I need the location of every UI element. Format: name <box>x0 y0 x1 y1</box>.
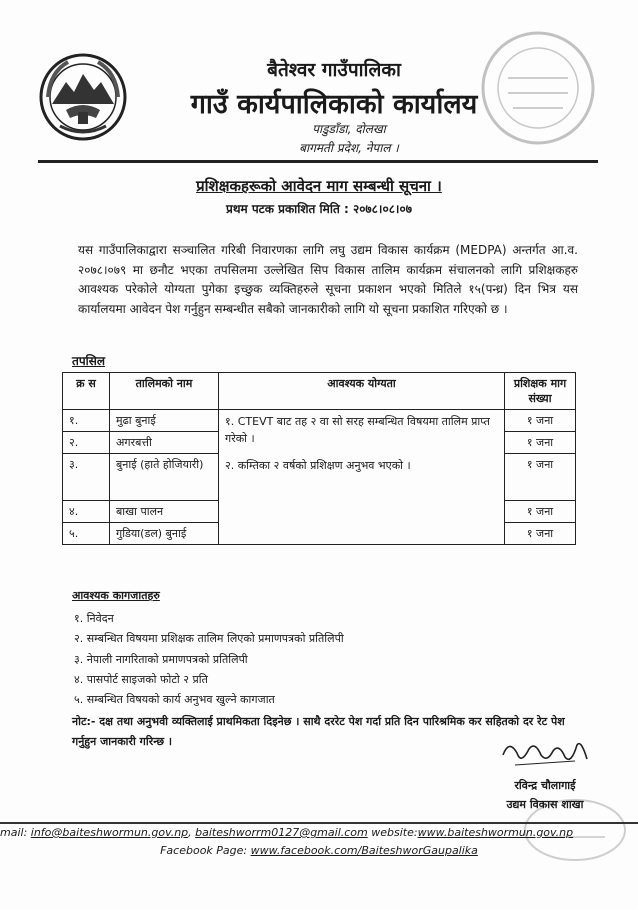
cell-count: १ जना <box>505 501 576 523</box>
cell-sn: ४. <box>63 501 110 523</box>
document-item: २. सम्बन्धित विषयमा प्रशिक्षक तालिम लिएको प्रमाणपत्रको प्रतिलिपी <box>74 632 344 645</box>
table-header-row <box>63 373 576 410</box>
footer-contacts <box>0 826 638 839</box>
office-address: पाडुडाँडा, दोलखा <box>312 122 386 136</box>
document-item: ४. पासपोर्ट साइजको फोटो २ प्रति <box>74 673 208 686</box>
notice-body: यस गाउँपालिकाद्वारा सञ्चालित गरिबी निवारणका लागि लघु उद्यम विकास कार्यक्रम (MEDPA) अन्तर्गत आ.व. २०७८।०७९ मा छनौट भएका तपसिलमा उल्लेखित सिप विकास तालिम कार्यक्रम संचालनको लागि प्रशिक्षकहरु आवश्यक परेकोले योग्यता पुगेका इच्छुक व्यक्तिहरुले सूचना प्रकाशन भएको मितिले १५(पन्ध्र) दिन भित्र यस कार्यालयमा आवेदन पेश गर्नुहुन सम्बन्धीत सबैको जानकारीको लागि यो सूचना प्रकाशित गरिएको छ । <box>78 243 578 316</box>
cell-training: मुढा बुनाई <box>110 410 219 432</box>
header-divider <box>38 160 598 163</box>
footer-facebook <box>0 844 638 857</box>
col-header-count: प्रशिक्षक माग संख्या <box>505 373 576 410</box>
cell-count: १ जना <box>505 454 576 501</box>
col-header-training: तालिमको नाम <box>110 373 219 410</box>
col-header-sn: क्र स <box>63 373 110 410</box>
cell-count: १ जना <box>505 410 576 432</box>
facebook-label: Facebook Page: <box>160 844 251 857</box>
email-link-1[interactable]: info@baiteshwormun.gov.np <box>30 826 189 839</box>
office-name: गाउँ कार्यपालिकाको कार्यालय <box>190 89 478 120</box>
cell-training: बुनाई (हाते होजियारी) <box>110 454 219 501</box>
notice-title: प्रशिक्षकहरूको आवेदन माग सम्बन्धी सूचना । <box>196 177 442 195</box>
cell-sn: ३. <box>63 454 110 501</box>
cell-sn: १. <box>63 410 110 432</box>
email-label: mail: <box>0 826 31 839</box>
office-province: बागमती प्रदेश, नेपाल । <box>299 141 399 155</box>
document-item: ३. नेपाली नागरिताको प्रमाणपत्रको प्रतिलिपी <box>74 653 248 666</box>
footer-divider <box>0 822 638 824</box>
requirement-2: २. कम्तिका २ वर्षको प्रशिक्षण अनुभव भएको । <box>225 459 411 472</box>
col-header-qualification: आवश्यक योग्यता <box>219 373 505 410</box>
requirement-1: १. CTEVT बाट तह २ वा सो सरह सम्बन्धित विषयमा तालिम प्राप्त गरेको । <box>225 415 490 445</box>
email-link-2[interactable]: baiteshworrm0127@gmail.com <box>195 826 368 839</box>
facebook-link[interactable]: www.facebook.com/BaiteshworGaupalika <box>250 844 478 857</box>
cell-training: गुडिया(डल) बुनाई <box>110 523 219 545</box>
cell-training: बाखा पालन <box>110 501 219 523</box>
document-item: ५. सम्बन्धित विषयको कार्य अनुभव खुल्ने कागजात <box>74 693 275 706</box>
note-text: नोट:- दक्ष तथा अनुभवी व्यक्तिलाई प्राथमिकता दिइनेछ । साथै दररेट पेश गर्दा प्रति दिन पारिश्रमिक कर सहितको दर रेट पेश गर्नुहुन जानकारी गरिन्छ । <box>72 715 565 748</box>
municipality-name: बैतेश्वर गाउँपालिका <box>267 59 401 81</box>
website-label: website: <box>367 826 418 839</box>
notice-date: प्रथम पटक प्रकाशित मिति : २०७८।०८।०७ <box>226 202 412 216</box>
signature-icon <box>495 735 595 771</box>
signatory-office: उद्यम विकास शाखा <box>506 798 584 811</box>
details-label: तपसिल <box>72 354 106 368</box>
cell-count: १ जना <box>505 523 576 545</box>
document-item: १. निवेदन <box>74 612 114 625</box>
website-link[interactable]: www.baiteshwormun.gov.np <box>417 826 574 839</box>
cell-qualification <box>219 410 505 545</box>
trainer-table <box>62 372 576 545</box>
email-separator: , <box>188 826 196 839</box>
cell-training: अगरबत्ती <box>110 432 219 454</box>
signatory-name: रविन्द्र चौलागाई <box>514 779 576 792</box>
cell-sn: ५. <box>63 523 110 545</box>
documents-title: आवश्यक कागजातहरु <box>72 589 160 602</box>
cell-sn: २. <box>63 432 110 454</box>
cell-count: १ जना <box>505 432 576 454</box>
table-row <box>63 410 576 432</box>
